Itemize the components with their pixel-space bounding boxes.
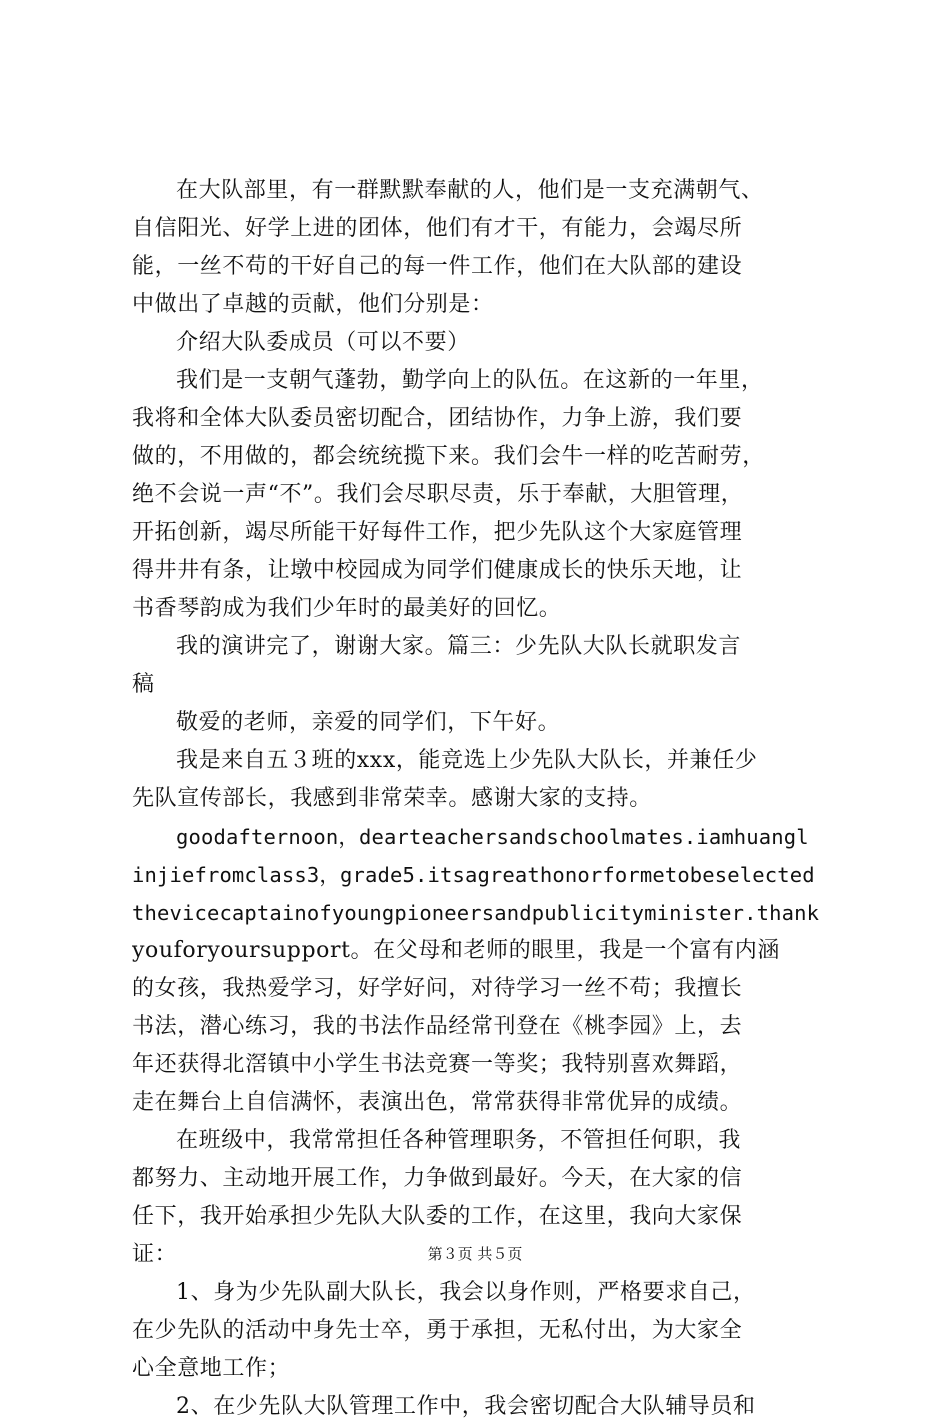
text-line: 绝不会说一声“不”。我们会尽职尽责，乐于奉献，大胆管理， xyxy=(132,482,744,507)
text-line: 都努力、主动地开展工作，力争做到最好。今天，在大家的信 xyxy=(132,1166,743,1191)
text-line: 在少先队的活动中身先士卒，勇于承担，无私付出，为大家全 xyxy=(132,1318,743,1343)
text-line: 开拓创新，竭尽所能干好每件工作，把少先队这个大家庭管理 xyxy=(132,520,743,545)
text-line: 任下，我开始承担少先队大队委的工作，在这里，我向大家保 xyxy=(132,1204,743,1229)
text-line: 书法，潜心练习，我的书法作品经常刊登在《桃李园》上，去 xyxy=(132,1014,743,1039)
text-line: 得井井有条，让墩中校园成为同学们健康成长的快乐天地，让 xyxy=(132,558,743,583)
text-line: 敬爱的老师，亲爱的同学们，下午好。 xyxy=(176,710,561,735)
text-line: 2、在少先队大队管理工作中，我会密切配合大队辅导员和 xyxy=(176,1394,756,1419)
text-line: injiefromclass3，grade5.itsagreathonorformetobeselected xyxy=(132,863,815,887)
text-line: 能，一丝不苟的干好自己的每一件工作，他们在大队部的建设 xyxy=(132,254,743,279)
text-line: thevicecaptainofyoungpioneersandpublicityminister.thank xyxy=(132,901,820,925)
document-body xyxy=(132,172,832,1426)
text-line: 中做出了卓越的贡献，他们分别是： xyxy=(132,292,494,317)
text-line: 介绍大队委成员（可以不要） xyxy=(176,330,470,355)
text-line: 证： xyxy=(132,1242,178,1267)
text-line: youforyoursupport。在父母和老师的眼里，我是一个富有内涵 xyxy=(132,938,780,963)
text-line: 我将和全体大队委员密切配合，团结协作，力争上游，我们要 xyxy=(132,406,743,431)
text-line: 1、身为少先队副大队长，我会以身作则，严格要求自己， xyxy=(176,1280,756,1305)
text-line: 稿 xyxy=(132,672,155,697)
text-line: 我们是一支朝气蓬勃，勤学向上的队伍。在这新的一年里， xyxy=(176,368,764,393)
text-line: 做的，不用做的，都会统统揽下来。我们会牛一样的吃苦耐劳， xyxy=(132,444,765,469)
page-number-footer: 第３页 共５页 xyxy=(427,1245,523,1263)
text-line: 我的演讲完了，谢谢大家。篇三：少先队大队长就职发言 xyxy=(176,634,742,659)
text-line: 的女孩，我热爱学习，好学好问，对待学习一丝不苟；我擅长 xyxy=(132,976,743,1001)
text-line: 走在舞台上自信满怀，表演出色，常常获得非常优异的成绩。 xyxy=(132,1090,743,1115)
text-line: goodafternoon，dearteachersandschoolmates.iamhuangl xyxy=(176,825,809,849)
text-line: 我是来自五３班的xxx，能竞选上少先队大队长，并兼任少 xyxy=(176,748,758,773)
text-line: 在班级中，我常常担任各种管理职务，不管担任何职，我 xyxy=(176,1128,742,1153)
text-line: 先队宣传部长，我感到非常荣幸。感谢大家的支持。 xyxy=(132,786,652,811)
text-line: 年还获得北滘镇中小学生书法竞赛一等奖；我特别喜欢舞蹈， xyxy=(132,1052,743,1077)
text-line: 自信阳光、好学上进的团体，他们有才干，有能力，会竭尽所 xyxy=(132,216,743,241)
text-line: 书香琴韵成为我们少年时的最美好的回忆。 xyxy=(132,596,562,621)
text-line: 心全意地工作； xyxy=(132,1356,291,1381)
text-line: 在大队部里，有一群默默奉献的人，他们是一支充满朝气、 xyxy=(176,178,764,203)
